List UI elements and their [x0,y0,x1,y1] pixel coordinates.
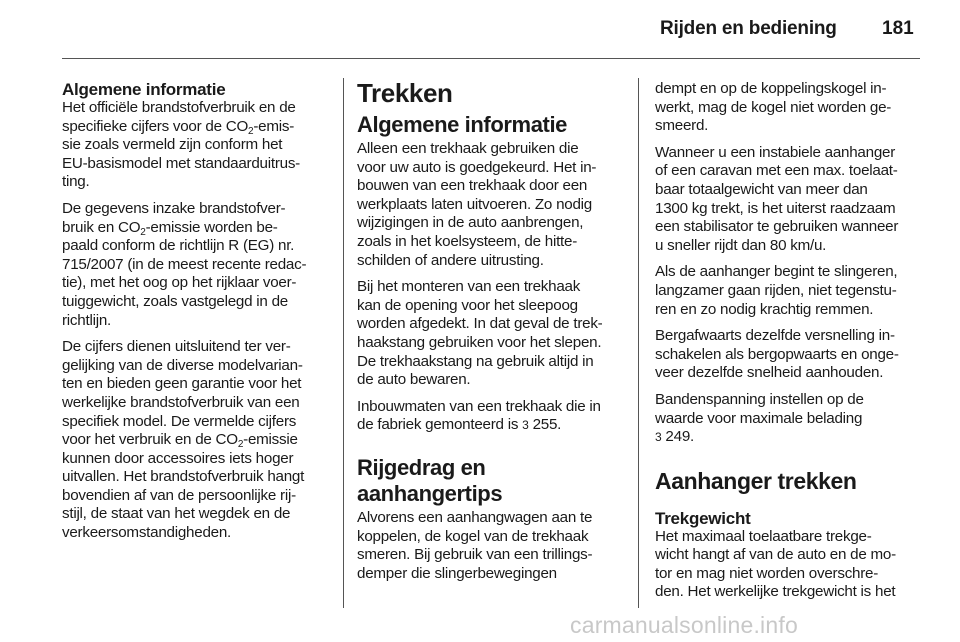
paragraph-official-consumption: Het officiële brandstofverbruik en de specifieke cijfers voor de $CO_2-emis-$ sie zoals vermeld zijn conform het EU-basismodel met standaarduitrus- ting. [62,99,300,191]
heading-towing-weight: Trekgewicht [655,508,751,528]
paragraph-comparison-only: De cijfers dienen uitsluitend ter ver- gelijking van de diverse modelvarian- ten en bieden geen garantie voor het werkelijke brandstofverbruik van een specifiek model. De vermelde cijfers voor het verbruik en de $CO_2$-emissie kunnen door accessoires iets hoger uitvallen. Het brandstofverbruik hangt bovendien af van de persoonlijke rij- stijl, de staat van het wegdek en de verkeersomstandigheden. [62,338,305,542]
paragraph-towing-eye: Bij het monteren van een trekhaak kan de opening voor het sleepoog worden afgedekt. In dat geval de trek- haakstang gebruiken voor het slepen. De trekhaakstang na gebruik altijd in de auto bewaren. [357,278,603,389]
page-reference-icon: 3 [522,418,529,433]
page-reference-link[interactable]: 255. [532,416,562,434]
paragraph-max-towing-weight: Het maximaal toelaatbare trekge- wicht hangt af van de auto en de mo- tor en mag niet worden overschre- den. Het werkelijke trekgewicht is het [655,527,896,601]
paragraph-coupling-grease: Alvorens een aanhangwagen aan te koppelen, de kogel van de trekhaak smeren. Bij gebruik van een trillings- demper die slingerbewegingen [357,508,593,582]
paragraph-installation-dimensions: Inbouwmaten van een trekhaak die in de fabriek gemonteerd is 3 255. [357,397,601,434]
page-reference-icon: 3 [655,430,662,445]
page-reference-link[interactable]: 249. [665,428,694,446]
paragraph-approved-towbar: Alleen een trekhaak gebruiken die voor uw auto is goedgekeurd. Het in- bouwen van een trekhaak door een werkplaats laten uitvoeren. Zo nodig wijzigingen in de auto aanbrengen, zoals in het koelsysteem, de hitte- schilden of andere uitrusting. [357,140,597,269]
paragraph-damper-continued: dempt en op de koppelingskogel in- werkt, mag de kogel niet worden ge- smeerd. [655,80,892,135]
column-divider-1 [343,78,344,608]
paragraph-downhill-gear: Bergafwaarts dezelfde versnelling in- schakelen als bergopwaarts en onge- veer dezelfde snelheid aanhouden. [655,327,899,382]
paragraph-trailer-swaying: Als de aanhanger begint te slingeren, langzamer gaan rijden, niet tegenstu- ren en zo nodig krachtig remmen. [655,263,898,318]
column-3 [655,80,923,602]
section-title-towing: Trekken [357,78,453,108]
paragraph-tyre-pressure: Bandenspanning instellen op de waarde voor maximale belading 3 249. [655,390,864,446]
header-divider [62,58,920,59]
page-header-title: Rijden en bediening [660,18,837,39]
heading-driving-trailer-tips: Rijgedrag en aanhangertips [357,454,503,506]
column-1 [62,80,328,543]
watermark-text: carmanualsonline.info [570,612,798,638]
paragraph-stabilizer: Wanneer u een instabiele aanhanger of een caravan met een max. toelaat- baar totaalgewicht van meer dan 1300 kg trekt, is het uiterst raadzaam een stabilisator te gebruiken wanneer u sneller rijdt dan 80 km/u. [655,143,899,254]
column-2 [357,78,623,583]
heading-general-info-towing: Algemene informatie [357,112,568,137]
page-number: 181 [882,18,914,39]
heading-general-info-fuel: Algemene informatie [62,80,226,99]
column-divider-2 [638,78,639,608]
section-title-trailer-towing: Aanhanger trekken [655,467,857,494]
paragraph-data-regulation: De gegevens inzake brandstofver- bruik en $CO_2$-emissie worden be- paald conform de richtlijn R (EG) nr. 715/2007 (in de meest recente redac- tie), met het oog op het rijklaar voer- tuiggewicht, zoals vastgelegd in de richtlijn. [62,199,307,329]
